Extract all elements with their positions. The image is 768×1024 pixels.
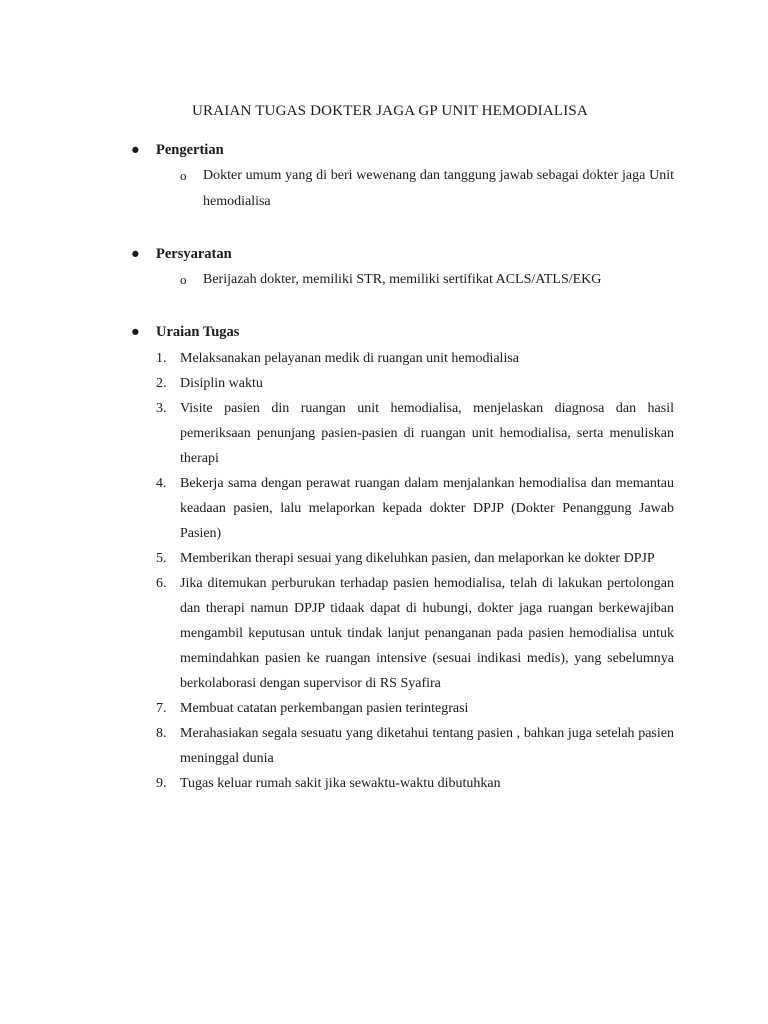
- list-item: [0, 721, 768, 771]
- list-item-text: Jika ditemukan perburukan terhadap pasien hemodialisa, telah di lakukan pertolongan dan therapi namun DPJP tidaak dapat di hubungi, dokter jaga ruangan berkewajiban mengambil keputusan untuk tindak lanjut penanganan pada pasien hemodialisa untuk memindahkan pasien ke ruangan intensive (sesuai indikasi medis), yang sebelumnya berkolaborasi dengan supervisor di RS Syafira: [180, 576, 674, 691]
- list-item: [0, 346, 768, 371]
- list-item-text: Visite pasien din ruangan unit hemodialisa, menjelaskan diagnosa dan hasil pemeriksaan penunjang pasien-pasien di ruangan unit hemodialisa, serta menuliskan therapi: [180, 401, 674, 466]
- sub-bullet-icon: o: [180, 272, 187, 287]
- list-item-number: 7.: [156, 701, 167, 716]
- document-title: URAIAN TUGAS DOKTER JAGA GP UNIT HEMODIALISA: [191, 103, 589, 119]
- sub-item-persyaratan: [180, 267, 674, 293]
- list-item-text: Disiplin waktu: [180, 376, 263, 391]
- list-item-number: 6.: [156, 576, 167, 591]
- section-heading-label: Persyaratan: [156, 246, 232, 262]
- list-item-number: 4.: [156, 476, 167, 491]
- list-item-text: Memberikan therapi sesuai yang dikeluhkan pasien, dan melaporkan ke dokter DPJP: [180, 551, 655, 566]
- sub-item-text: Berijazah dokter, memiliki STR, memiliki sertifikat ACLS/ATLS/EKG: [203, 272, 602, 287]
- list-item: [0, 546, 768, 571]
- list-item-text: Bekerja sama dengan perawat ruangan dalam menjalankan hemodialisa dan memantau keadaan pasien, lalu melaporkan kepada dokter DPJP (Dokter Penanggung Jawab Pasien): [180, 476, 674, 541]
- sub-item-text: Dokter umum yang di beri wewenang dan tanggung jawab sebagai dokter jaga Unit hemodialisa: [203, 168, 674, 209]
- list-item: [0, 771, 768, 796]
- list-item-text: Tugas keluar rumah sakit jika sewaktu-waktu dibutuhkan: [180, 776, 501, 791]
- list-item-number: 9.: [156, 776, 167, 791]
- list-item: [0, 696, 768, 721]
- list-item-text: Melaksanakan pelayanan medik di ruangan unit hemodialisa: [180, 351, 520, 366]
- list-item: [0, 571, 768, 696]
- list-item: [0, 371, 768, 396]
- list-item-number: 1.: [156, 351, 167, 366]
- bullet-icon: ●: [131, 324, 140, 340]
- list-item-number: 5.: [156, 551, 167, 566]
- list-item-text: Merahasiakan segala sesuatu yang diketahui tentang pasien , bahkan juga setelah pasien meninggal dunia: [180, 726, 674, 766]
- list-item: [0, 396, 768, 471]
- section-heading-label: Uraian Tugas: [156, 324, 240, 340]
- list-item-number: 2.: [156, 376, 167, 391]
- list-item-number: 8.: [156, 726, 167, 741]
- sub-item-pengertian: [180, 163, 674, 215]
- section-heading-label: Pengertian: [156, 142, 224, 158]
- list-item-number: 3.: [156, 401, 167, 416]
- list-item: [0, 471, 768, 546]
- sub-bullet-icon: o: [180, 168, 187, 183]
- bullet-icon: ●: [131, 142, 140, 158]
- task-list: [0, 346, 768, 796]
- bullet-icon: ●: [131, 246, 140, 262]
- list-item-text: Membuat catatan perkembangan pasien terintegrasi: [180, 701, 469, 716]
